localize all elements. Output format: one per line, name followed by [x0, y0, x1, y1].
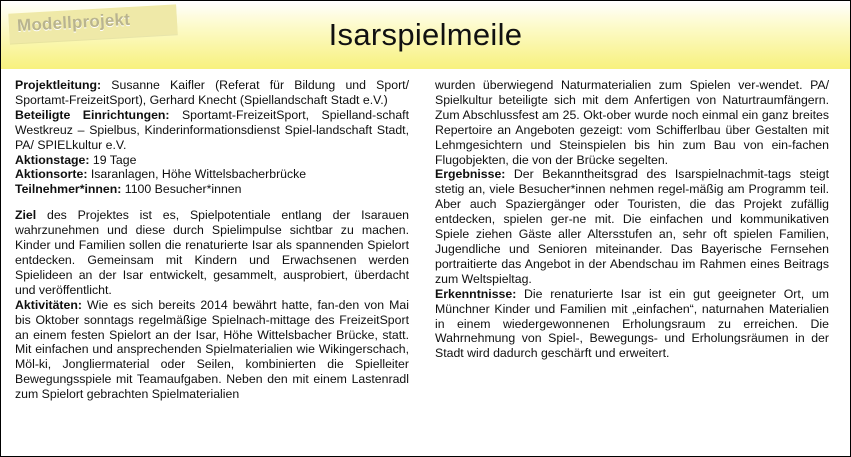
meta-item-aktionsorte: [15, 167, 409, 182]
meta-item-einrichtungen: [15, 108, 409, 153]
meta-value-aktionstage: 19 Tage: [89, 152, 137, 167]
meta-value-aktionsorte: Isaranlagen, Höhe Wittelsbacherbrücke: [87, 167, 307, 182]
meta-label-aktionsorte: Aktionsorte:: [15, 167, 88, 182]
section-label-ziel: Ziel: [15, 208, 37, 223]
content-columns: [1, 69, 850, 456]
section-text-erkenntnisse: Die renaturierte Isar ist ein gut geeigneter Ort, um Münchner Kinder und Familien mit „einfachen“, naturnahen Materialien in einem wiedergewonnenen Erholungsraum zu erreichen. Die Wahrnehmung von Spiel-, Bewegungs- und Erholungsräumen in der Stadt wird dadurch geschärft und erweitert.: [435, 286, 829, 361]
page-title: Isarspielmeile: [328, 17, 523, 52]
meta-value-einrichtungen: Sportamt-FreizeitSport, Spielland-schaft Westkreuz – Spielbus, Kinderinformationsdienst Spiel-landschaft Stadt, PA/ SPIELkultur e.V.: [15, 107, 410, 152]
left-column: [15, 78, 409, 450]
meta-label-teilnehmer: Teilnehmer*innen:: [15, 182, 122, 197]
section-text-ziel: des Projektes ist es, Spielpotentiale entlang der Isarauen wahrzunehmen und diese durch Spielimpulse sichtbar zu machen. Kinder und Familien sollen die renaturierte Isar als spannenden Spielort entdecken. Gemeinsam mit Kindern und Erwachsenen werden Spielideen an der Isar entwickelt, gesammelt, ausprobiert, überdacht und veröffentlicht.: [15, 208, 409, 297]
meta-label-aktionstage: Aktionstage:: [15, 152, 90, 167]
section-label-ergebnisse: Ergebnisse:: [435, 167, 506, 182]
section-label-aktivitaeten: Aktivitäten:: [15, 297, 82, 312]
meta-item-aktionstage: [15, 153, 409, 168]
ribbon-label: Modellprojekt: [16, 9, 131, 36]
meta-value-teilnehmer: 1100 Besucher*innen: [121, 182, 242, 197]
meta-value-projektleitung: Susanne Kaifler (Referat für Bildung und Sport/ Sportamt-FreizeitSport), Gerhard Knecht (Spiellandschaft Stadt e.V.): [15, 78, 409, 107]
meta-label-einrichtungen: Beteiligte Einrichtungen:: [15, 107, 170, 122]
paragraph-spacer: [15, 197, 409, 208]
page-header: [1, 1, 850, 69]
section-label-erkenntnisse: Erkenntnisse:: [435, 286, 517, 301]
section-text-continuation: wurden überwiegend Naturmaterialien zum Spielen ver-wendet. PA/ Spielkultur beteiligte sich mit dem Anfertigen von Naturtraumfängern. Zum Abschlussfest am 25. Okt-ober wurde noch einmal ein ganz breites Repertoire an Angeboten gezeigt: vom Schifferlbau über Gestalten mit Lehmgesichtern und Steinspielen bis hin zum Bau von ein-fachen Flugobjekten, die von der Brücke segelten.: [435, 78, 829, 167]
section-continuation: [435, 78, 829, 167]
meta-label-projektleitung: Projektleitung:: [15, 78, 102, 92]
section-ziel: [15, 208, 409, 297]
section-text-ergebnisse: Der Bekanntheitsgrad des Isarspielnachmit-tags steigt stetig an, viele Besucher*innen nehmen regel-mäßig am Programm teil. Aber auch Spaziergänger oder Touristen, die das Projekt zufällig entdecken, spielen ger-ne mit. Die einfachen und kommunikativen Spiele ziehen Gäste aller Altersstufen an, sehr oft spielen Familien, Jugendliche und Senioren miteinander. Das Bayerische Fernsehen portraitierte das Angebot in der Abendschau im Rahmen eines Beitrags zum Weltspieltag.: [435, 167, 829, 286]
meta-item-teilnehmer: [15, 182, 409, 197]
right-column: [435, 78, 829, 450]
section-text-aktivitaeten: Wie es sich bereits 2014 bewährt hatte, fan-den von Mai bis Oktober sonntags regelmäßige Spielnach-mittage des FreizeitSport an einem festen Spielort an der Isar, Höhe Wittelsbacher Brücke, statt. Mit einfachen und ansprechenden Spielmaterialien wie Wikingerschach, Möl-ki, Jongliermaterial oder Seilen, kombinierten die Spielleiter Bewegungsspiele mit Teamaufgaben. Neben den mit einem Lastenradl zum Spielort gebrachten Spielmaterialien: [15, 297, 409, 402]
section-ergebnisse: [435, 167, 829, 286]
section-aktivitaeten: [15, 298, 409, 402]
meta-item-projektleitung: [15, 78, 409, 108]
section-erkenntnisse: [435, 287, 829, 362]
